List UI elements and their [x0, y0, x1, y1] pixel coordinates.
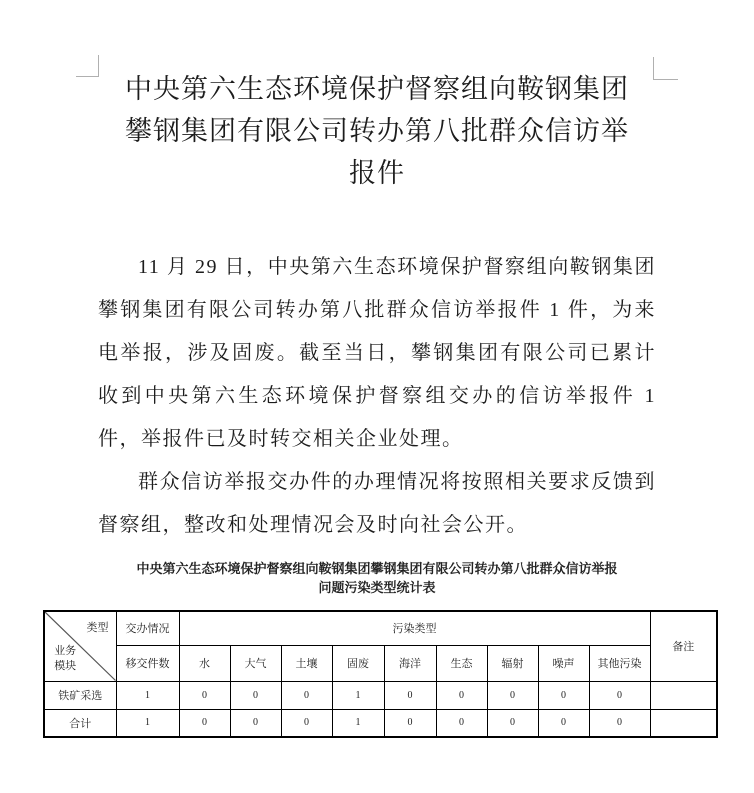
cell-value: 0 [436, 709, 487, 737]
table-corner-cell [44, 611, 116, 681]
table-row-iron-ore-mining [44, 681, 717, 709]
cell-value: 0 [179, 681, 230, 709]
row-label: 铁矿采选 [44, 681, 116, 709]
body-paragraph: 11 月 29 日，中央第六生态环境保护督察组向鞍钢集团攀钢集团有限公司转办第八批群众信访举报件 1 件，为来电举报，涉及固废。截至当日，攀钢集团有限公司已累计收到中央第六生态环境保护督察组交办的信访举报件 1 件，举报件已及时转交相关企业处理。 [98, 256, 656, 450]
cell-value: 0 [538, 681, 589, 709]
subheader-noise: 噪声 [538, 645, 589, 681]
table-row-total [44, 709, 717, 737]
document-title-line: 中央第六生态环境保护督察组向鞍钢集团 [125, 74, 629, 104]
cell-value: 1 [116, 709, 179, 737]
text-boundary-corner-left [76, 55, 99, 77]
cell-value: 0 [538, 709, 589, 737]
header-delivery-status: 交办情况 [116, 611, 179, 645]
pollution-statistics-table [43, 610, 718, 738]
cell-value: 1 [332, 709, 384, 737]
row-label: 合计 [44, 709, 116, 737]
cell-value: 0 [384, 681, 436, 709]
table-caption-line: 问题污染类型统计表 [318, 580, 436, 595]
corner-label-business-module: 业务模块 [54, 644, 77, 672]
corner-label-type: 类型 [86, 622, 109, 634]
cell-value: 0 [281, 681, 332, 709]
subheader-solid-waste: 固废 [332, 645, 384, 681]
cell-value: 0 [589, 681, 650, 709]
subheader-air: 大气 [230, 645, 281, 681]
header-pollution-type: 污染类型 [179, 611, 650, 645]
cell-value: 0 [436, 681, 487, 709]
subheader-ecology: 生态 [436, 645, 487, 681]
subheader-ocean: 海洋 [384, 645, 436, 681]
header-remark: 备注 [650, 611, 717, 681]
cell-value: 0 [230, 709, 281, 737]
subheader-transferred-count: 移交件数 [116, 645, 179, 681]
text-boundary-corner-right [653, 57, 678, 80]
cell-value: 0 [281, 709, 332, 737]
cell-value: 1 [116, 681, 179, 709]
cell-value: 0 [487, 709, 538, 737]
cell-value: 0 [230, 681, 281, 709]
document-body [98, 246, 656, 547]
document-title-line: 报件 [349, 158, 405, 188]
body-paragraph: 群众信访举报交办件的办理情况将按照相关要求反馈到督察组，整改和处理情况会及时向社会公开。 [98, 471, 656, 536]
subheader-radiation: 辐射 [487, 645, 538, 681]
cell-value: 0 [384, 709, 436, 737]
document-title-line: 攀钢集团有限公司转办第八批群众信访举 [125, 116, 629, 146]
cell-value: 0 [487, 681, 538, 709]
subheader-other-pollution: 其他污染 [589, 645, 650, 681]
cell-value: 1 [332, 681, 384, 709]
table-caption [0, 559, 754, 597]
cell-remark [650, 681, 717, 709]
document-title [95, 68, 659, 194]
cell-value: 0 [179, 709, 230, 737]
cell-remark [650, 709, 717, 737]
cell-value: 0 [589, 709, 650, 737]
subheader-soil: 土壤 [281, 645, 332, 681]
table-caption-line: 中央第六生态环境保护督察组向鞍钢集团攀钢集团有限公司转办第八批群众信访举报 [136, 561, 618, 576]
subheader-water: 水 [179, 645, 230, 681]
